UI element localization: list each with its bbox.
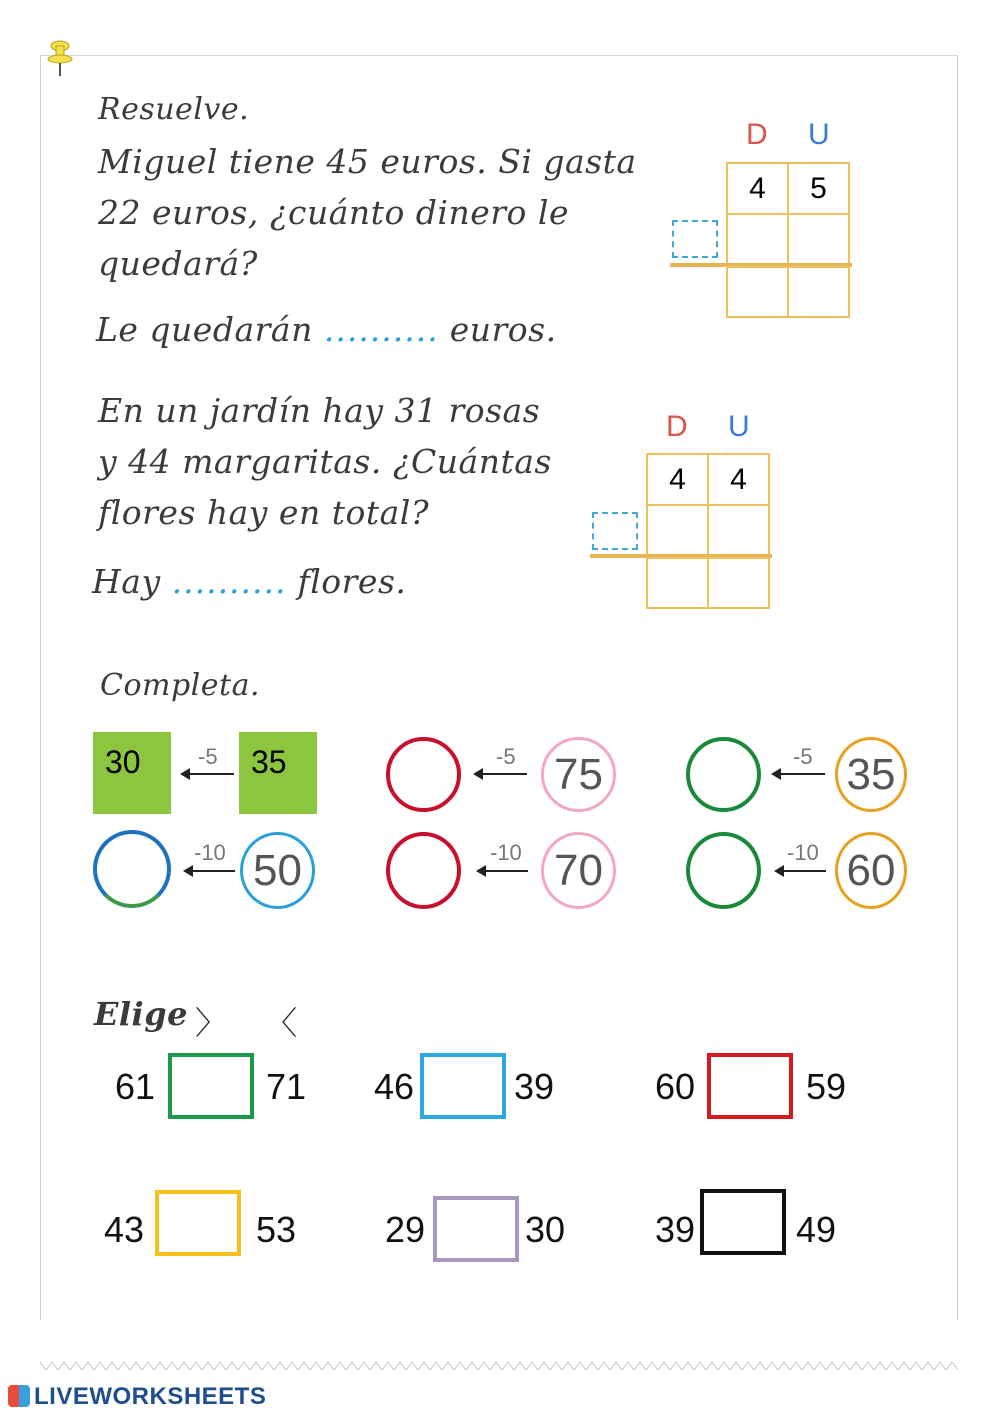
arrow-left-icon [776,870,826,872]
answer-blank[interactable]: .......... [323,310,439,349]
grid2-cell-u1: 4 [707,453,770,506]
answer-suffix: flores. [297,562,407,601]
operation-label: -5 [496,744,516,769]
problem2-text [98,385,552,538]
arrow-left-icon [478,870,528,872]
compare-right-number: 30 [525,1209,566,1250]
compare-left-number: 46 [374,1066,415,1107]
sheet-top-border [40,55,958,56]
compare-answer-box[interactable] [433,1196,519,1262]
grid2-cell-d2[interactable] [646,504,709,557]
compare-left-number: 61 [115,1066,156,1107]
grid2-cell-u3[interactable] [707,557,770,609]
arrow-left-icon [185,870,235,872]
compare-left-number: 60 [655,1066,696,1107]
grid1-cell-u1: 5 [787,162,850,215]
compare-left-number: 39 [655,1209,696,1250]
grid1-cell-u2[interactable] [787,213,850,266]
problem1-line: 22 euros, ¿cuánto dinero le [98,193,569,232]
compare-right-number: 71 [266,1066,307,1107]
grid1-cell-u3[interactable] [787,266,850,318]
answer-prefix: Le quedarán [96,310,313,349]
compare-right-number: 49 [796,1209,837,1250]
compare-answer-box[interactable] [707,1053,793,1119]
decenas-label: D [746,118,768,151]
problem1-text [98,136,637,289]
grid2-operator-box[interactable] [592,512,638,550]
compare-answer-box[interactable] [420,1053,506,1119]
heading-resuelve: Resuelve. [98,92,250,127]
problem1-answer [96,304,557,355]
problem1-line: quedará? [98,244,258,283]
operation-label: -10 [787,840,819,865]
compare-right-number: 53 [256,1209,297,1250]
start-number-circle: 35 [835,737,907,812]
operation-label: -10 [490,840,522,865]
start-number-circle: 75 [541,737,616,812]
grid1-operator-box[interactable] [672,220,718,258]
compare-answer-box[interactable] [155,1190,241,1256]
sheet-left-border [40,55,41,1320]
grid2-cell-d1: 4 [646,453,709,506]
compare-left-number: 43 [104,1209,145,1250]
answer-prefix: Hay [92,562,161,601]
start-number-circle: 60 [835,832,907,909]
liveworksheets-logo[interactable] [8,1383,266,1411]
start-number-circle: 70 [541,832,616,909]
heading-elige: Elige [94,995,188,1033]
logo-icon [8,1385,30,1407]
arrow-left-icon [475,773,527,775]
torn-edge [40,1360,958,1372]
problem2-line: En un jardín hay 31 rosas [98,391,541,430]
answer-circle[interactable] [686,737,761,812]
problem2-line: y 44 margaritas. ¿Cuántas [98,442,552,481]
start-number-circle: 50 [240,832,315,909]
operation-label: -5 [198,744,218,769]
compare-right-number: 39 [514,1066,555,1107]
start-number-box: 35 [239,732,317,814]
grid2-cell-u2[interactable] [707,504,770,557]
unidades-label: U [728,410,750,443]
operation-label: -5 [793,744,813,769]
grid1-cell-d1: 4 [726,162,789,215]
compare-answer-box[interactable] [700,1189,786,1255]
answer-circle[interactable] [386,737,461,812]
decenas-label: D [666,410,688,443]
unidades-label: U [808,118,830,151]
problem2-answer [92,556,406,607]
answer-box[interactable]: 30 [93,732,171,814]
grid1-cell-d2[interactable] [726,213,789,266]
problem2-line: flores hay en total? [98,493,430,532]
pushpin-icon [44,38,76,78]
compare-left-number: 29 [385,1209,426,1250]
answer-blank[interactable]: .......... [171,562,287,601]
operation-label: -10 [194,840,226,865]
compare-right-number: 59 [806,1066,847,1107]
answer-suffix: euros. [449,310,557,349]
logo-text: LIVEWORKSHEETS [34,1383,267,1410]
comparison-symbols: 〉 〈 [195,1004,312,1042]
problem1-line: Miguel tiene 45 euros. Si gasta [98,142,637,181]
answer-circle[interactable] [386,832,461,909]
grid2-cell-d3[interactable] [646,557,709,609]
sheet-right-border [957,55,958,1320]
compare-answer-box[interactable] [168,1053,254,1119]
grid1-cell-d3[interactable] [726,266,789,318]
arrow-left-icon [182,773,234,775]
answer-circle[interactable] [93,830,171,908]
heading-completa: Completa. [100,668,260,703]
answer-circle[interactable] [686,832,761,909]
arrow-left-icon [773,773,825,775]
